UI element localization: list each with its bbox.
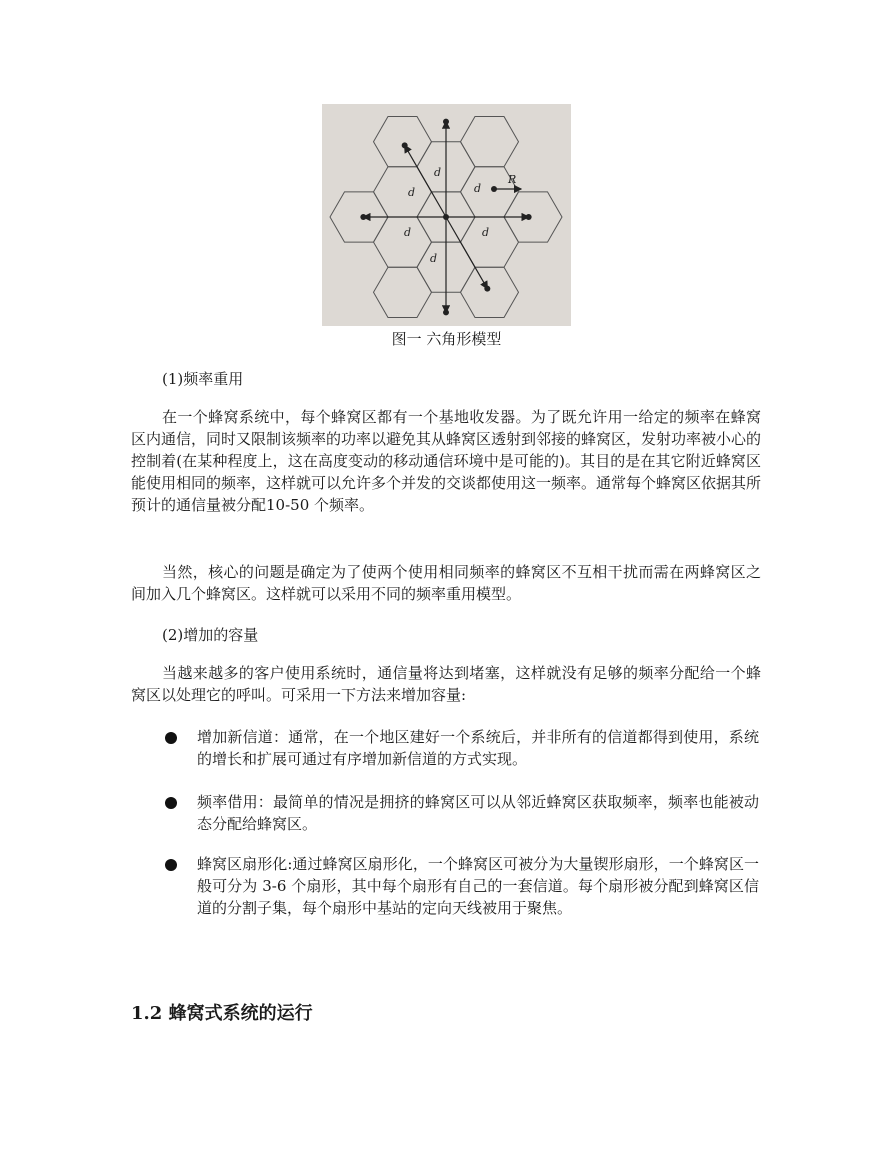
co-channel-station	[443, 119, 449, 125]
figure-caption: 图一 六角形模型	[391, 330, 502, 348]
figure-labels	[404, 166, 516, 265]
hexagon-cell	[374, 167, 432, 217]
d-label: d	[430, 252, 438, 265]
paragraph-capacity-intro: 当越来越多的客户使用系统时，通信量将达到堵塞，这样就没有足够的频率分配给一个蜂窝区以处理它的呼叫。可采用一下方法来增加容量:	[131, 664, 761, 704]
d-label: d	[474, 182, 482, 195]
bullet-cell-sectoring: 蜂窝区扇形化:通过蜂窝区扇形化，一个蜂窝区可被分为大量锲形扇形，一个蜂窝区一般可分为 3-6 个扇形，其中每个扇形有自己的一套信道。每个扇形被分配到蜂窝区信道的分割子集，每个扇形中基站的定向天线被用于聚焦。	[197, 855, 759, 917]
center-base-station	[443, 214, 449, 220]
d-label: d	[408, 186, 416, 199]
bullet-dot	[165, 859, 177, 871]
co-channel-station	[360, 214, 366, 220]
hexagon-cell	[374, 267, 432, 317]
distance-arrow	[405, 145, 446, 217]
hexagon-cell	[461, 267, 519, 317]
hexagon-diagram	[322, 104, 571, 326]
co-channel-station	[402, 142, 408, 148]
hexagon-cell	[461, 217, 519, 267]
bullet-frequency-borrowing: 频率借用：最简单的情况是拥挤的蜂窝区可以从邻近蜂窝区获取频率，频率也能被动态分配给蜂窝区。	[197, 793, 759, 833]
co-channel-station	[443, 309, 449, 315]
d-label: d	[434, 166, 442, 179]
section-heading-cellular-operation: 1.2 蜂窝式系统的运行	[131, 1003, 313, 1024]
hexagon-cell	[374, 217, 432, 267]
r-label: R	[508, 173, 517, 186]
co-channel-station	[526, 214, 532, 220]
bullet-new-channels: 增加新信道：通常，在一个地区建好一个系统后，并非所有的信道都得到使用，系统的增长和扩展可通过有序增加新信道的方式实现。	[197, 728, 759, 768]
bullet-dot	[165, 732, 177, 744]
hexagon-cell	[374, 117, 432, 167]
hexagon-model-figure	[322, 104, 571, 326]
paragraph-core-problem: 当然，核心的问题是确定为了使两个使用相同频率的蜂窝区不互相干扰而需在两蜂窝区之间加入几个蜂窝区。这样就可以采用不同的频率重用模型。	[131, 563, 761, 603]
section-heading-capacity: (2)增加的容量	[162, 626, 259, 644]
section-heading-frequency-reuse: (1)频率重用	[162, 370, 244, 388]
d-label: d	[482, 226, 490, 239]
radius-base-station	[491, 186, 497, 192]
paragraph-frequency-reuse: 在一个蜂窝系统中，每个蜂窝区都有一个基地收发器。为了既允许用一给定的频率在蜂窝区内通信，同时又限制该频率的功率以避免其从蜂窝区透射到邻接的蜂窝区，发射功率被小心的控制着(在某种程度上，这在高度变动的移动通信环境中是可能的)。其目的是在其它附近蜂窝区能使用相同的频率，这样就可以允许多个并发的交谈都使用这一频率。通常每个蜂窝区依据其所预计的通信量被分配10-50 个频率。	[131, 408, 762, 514]
hexagon-cell	[461, 117, 519, 167]
bullet-dot	[165, 797, 177, 809]
co-channel-station	[484, 286, 490, 292]
d-label: d	[404, 226, 412, 239]
